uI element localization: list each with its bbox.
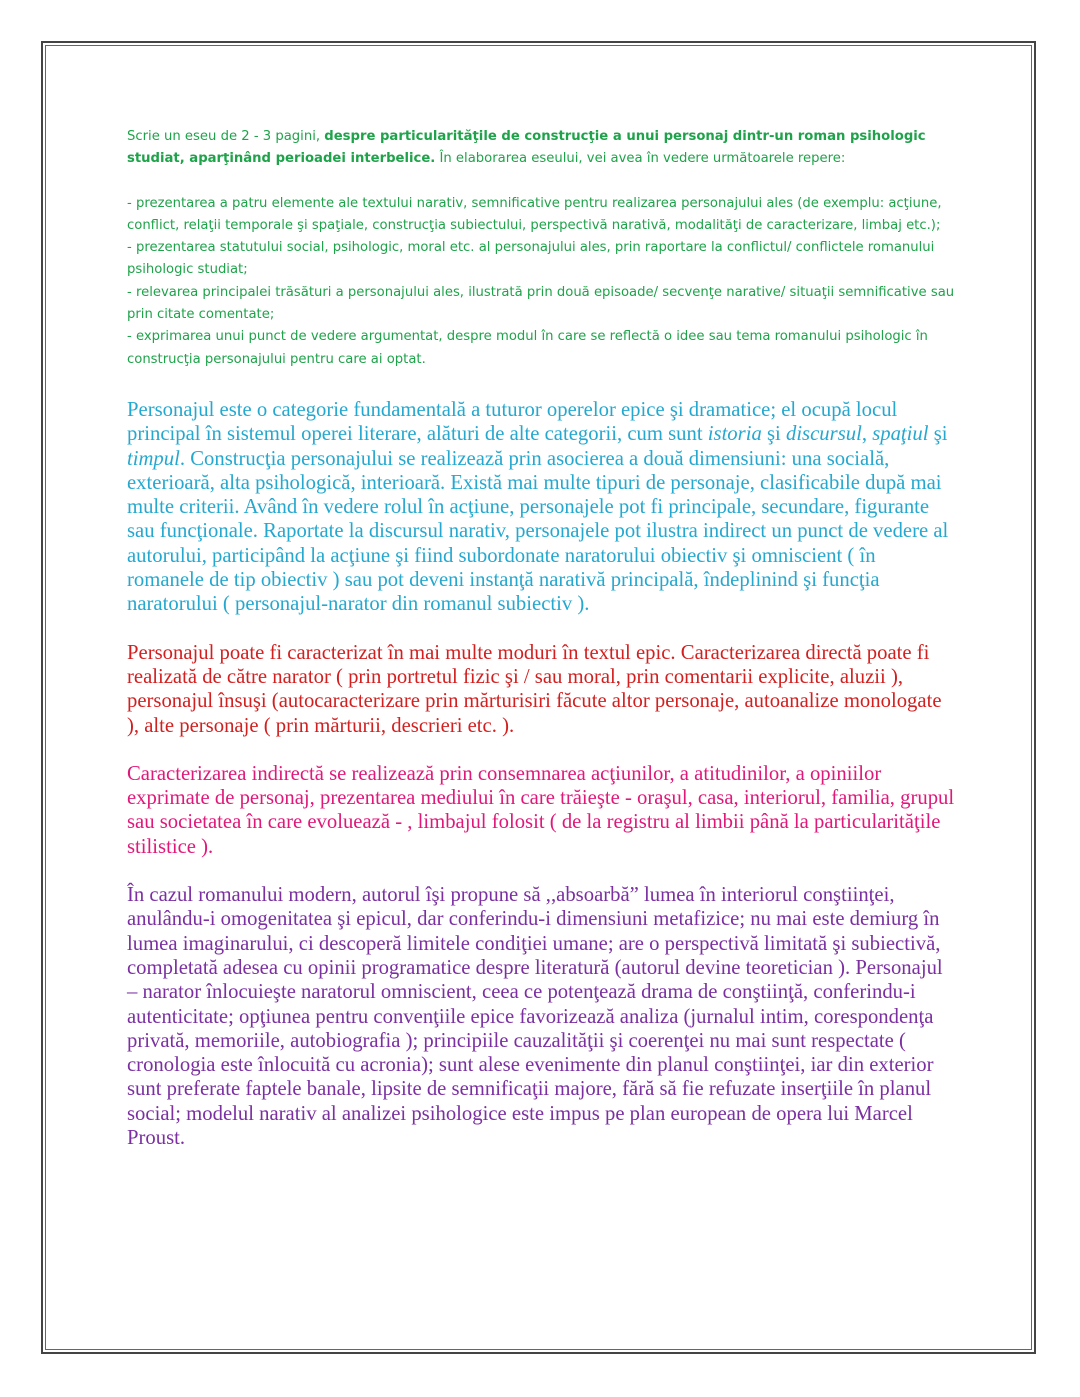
text-run: şi (761, 423, 786, 446)
task-intro-end: În elaborarea eseului, vei avea în vedere următoarele repere: (435, 151, 846, 167)
task-requirement: - relevarea principalei trăsături a personajului ales, ilustrată prin două episoade/ secvenţe narative/ situaţii semnificative sau prin citate comentate; (127, 284, 955, 323)
document-body (127, 126, 957, 1150)
italic-term: timpul (127, 447, 180, 470)
task-intro-bold: despre particularităţile de construcţie a unui personaj dintr-un roman psihologic studiat, aparţinând perioadei interbelice. (127, 129, 926, 167)
italic-term: istoria (707, 423, 762, 446)
task-requirements (127, 193, 957, 371)
text-run: Personajul este o categorie fundamentală a tuturor operelor epice şi dramatice; el ocupă locul principal în sistemul operei literare, alături de alte categorii, cum sunt (127, 398, 898, 446)
task-intro-start: Scrie un eseu de 2 - 3 pagini, (127, 129, 325, 144)
task-requirement: - prezentarea a patru elemente ale textului narativ, semnificative pentru realizarea personajului ales (de exemplu: acţiune, conflict, relaţii temporale şi spaţiale, construcţia subiectului, perspectivă narativă, modalităţi de caracterizare, limbaj etc.); (127, 195, 942, 233)
italic-term: discursul (785, 423, 862, 446)
paragraph-direct-characterization: Personajul poate fi caracterizat în mai multe moduri în textul epic. Caracterizarea directă poate fi realizată de către narator ( prin portretul fizic şi / sau moral, prin comentarii explicite, aluzii ), personajul însuşi (autocaracterizare prin mărturisiri făcute altor personaje, autoanalize monologate ), alte personaje ( prin mărturii, descrieri etc. ). (127, 641, 942, 737)
paragraph-modern-novel: În cazul romanului modern, autorul îşi propune să ,,absoarbă” lumea în interiorul conştiinţei, anulându-i omogenitatea şi epicul, dar conferindu-i dimensiuni metafizice; nu mai este demiurg în lumea imaginarului, ci descoperă limitele condiţiei umane; are o perspectivă limitată şi subiectivă, completată adesea cu opinii programatice despre literatură (autorul devine teoretician ). Personajul – narator înlocuieşte naratorul omniscient, ceea ce potenţează drama de conştiinţă, conferindu-i autenticitate; opţiunea pentru convenţiile epice favorizează analiza (jurnalul intim, corespondenţa privată, memoriile, autobiografia ); principiile cauzalităţii şi coerenţei nu mai sunt respectate ( cronologia este înlocuită cu acronia); sunt alese evenimente din planul conştiinţei, iar din exterior sunt preferate faptele banale, lipsite de semnificaţii majore, fără să fie refuzate inserţiile în planul social; modelul narativ al analizei psihologice este impus pe plan european de opera lui Marcel Proust. (127, 884, 943, 1149)
text-run: şi (928, 423, 948, 446)
task-intro (127, 126, 957, 171)
italic-term: spaţiul (872, 423, 929, 446)
paragraph-indirect-characterization: Caracterizarea indirectă se realizează prin consemnarea acţiunilor, a atitudinilor, a opiniilor exprimate de personaj, prezentarea mediului în care trăieşte - oraşul, casa, interiorul, familia, grupul sau societatea în care evoluează - , limbajul folosit ( de la registru al limbii până la particularităţile stilistice ). (127, 762, 955, 858)
essay-task (127, 126, 957, 371)
paragraph-character-definition (127, 398, 957, 617)
task-requirement: - exprimarea unui punct de vedere argumentat, despre modul în care se reflectă o idee sau tema romanului psihologic în construcţia personajului pentru care ai optat. (127, 329, 928, 367)
text-run: , (861, 423, 873, 446)
task-requirement: - prezentarea statutului social, psihologic, moral etc. al personajului ales, prin raportare la conflictul/ conflictele romanului psihologic studiat; (127, 240, 935, 278)
text-run: . Construcţia personajului se realizează prin asocierea a două dimensiuni: una socială, exterioară, alta psihologică, interioară. Există mai multe tipuri de personaje, clasificabile după mai multe criterii. Având în vedere rolul în acţiune, personajele pot fi principale, secundare, figurante sau funcţionale. Raportate la discursul narativ, personajele pot ilustra indirect un punct de vedere al autorului, participând la acţiune şi fiind subordonate naratorului obiectiv şi omniscient ( în romanele de tip obiectiv ) sau pot deveni instanţă narativă principală, îndeplinind şi funcţia naratorului ( personajul-narator din romanul subiectiv ). (127, 447, 949, 616)
